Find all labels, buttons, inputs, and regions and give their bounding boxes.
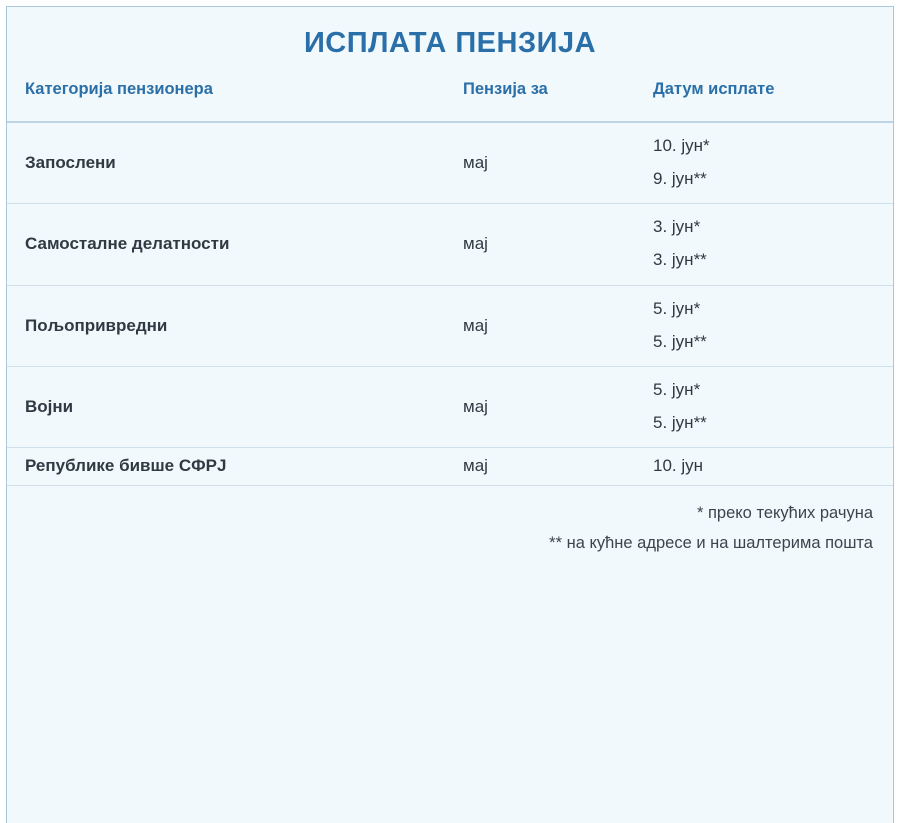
cell-payout-dates	[645, 448, 893, 485]
payout-date-secondary: 5. јун**	[653, 412, 707, 432]
table-row	[7, 122, 893, 204]
cell-pension-for: мај	[455, 122, 645, 204]
table-row	[7, 366, 893, 447]
cell-payout-dates	[645, 122, 893, 204]
payout-date-primary: 10. јун	[653, 456, 704, 476]
footnote-single-asterisk: * преко текућих рачуна	[696, 503, 873, 522]
payout-date-primary: 5. јун*	[653, 298, 701, 318]
table-header	[7, 66, 893, 122]
cell-pension-for: мај	[455, 448, 645, 485]
table-header-row	[7, 66, 893, 122]
cell-category: Војни	[7, 366, 455, 447]
cell-pension-for: мај	[455, 366, 645, 447]
table-body	[7, 122, 893, 485]
table-row	[7, 448, 893, 485]
payout-date-primary: 3. јун*	[653, 217, 701, 237]
pension-payout-card	[6, 6, 894, 823]
payout-date-primary: 5. јун*	[653, 379, 701, 399]
footnotes	[7, 486, 893, 559]
cell-category: Пољопривредни	[7, 285, 455, 366]
table-row	[7, 204, 893, 285]
cell-category: Републике бивше СФРЈ	[7, 448, 455, 485]
cell-payout-dates	[645, 285, 893, 366]
column-header-category: Категорија пензионера	[7, 66, 455, 122]
payout-date-secondary: 3. јун**	[653, 250, 707, 270]
payout-date-secondary: 5. јун**	[653, 331, 707, 351]
cell-category: Запослени	[7, 122, 455, 204]
page-title: ИСПЛАТА ПЕНЗИЈА	[303, 27, 597, 59]
payout-date-primary: 10. јун*	[653, 136, 710, 155]
column-header-payout-date: Датум исплате	[645, 66, 893, 122]
cell-payout-dates	[645, 204, 893, 285]
table-row	[7, 285, 893, 366]
pension-schedule-table	[7, 66, 893, 486]
cell-payout-dates	[645, 366, 893, 447]
footnote-double-asterisk: ** на кућне адресе и на шалтерима пошта	[549, 534, 873, 553]
cell-category: Самосталне делатности	[7, 204, 455, 285]
cell-pension-for: мај	[455, 204, 645, 285]
payout-date-secondary: 9. јун**	[653, 169, 707, 189]
column-header-pension-for: Пензија за	[455, 66, 645, 122]
cell-pension-for: мај	[455, 285, 645, 366]
